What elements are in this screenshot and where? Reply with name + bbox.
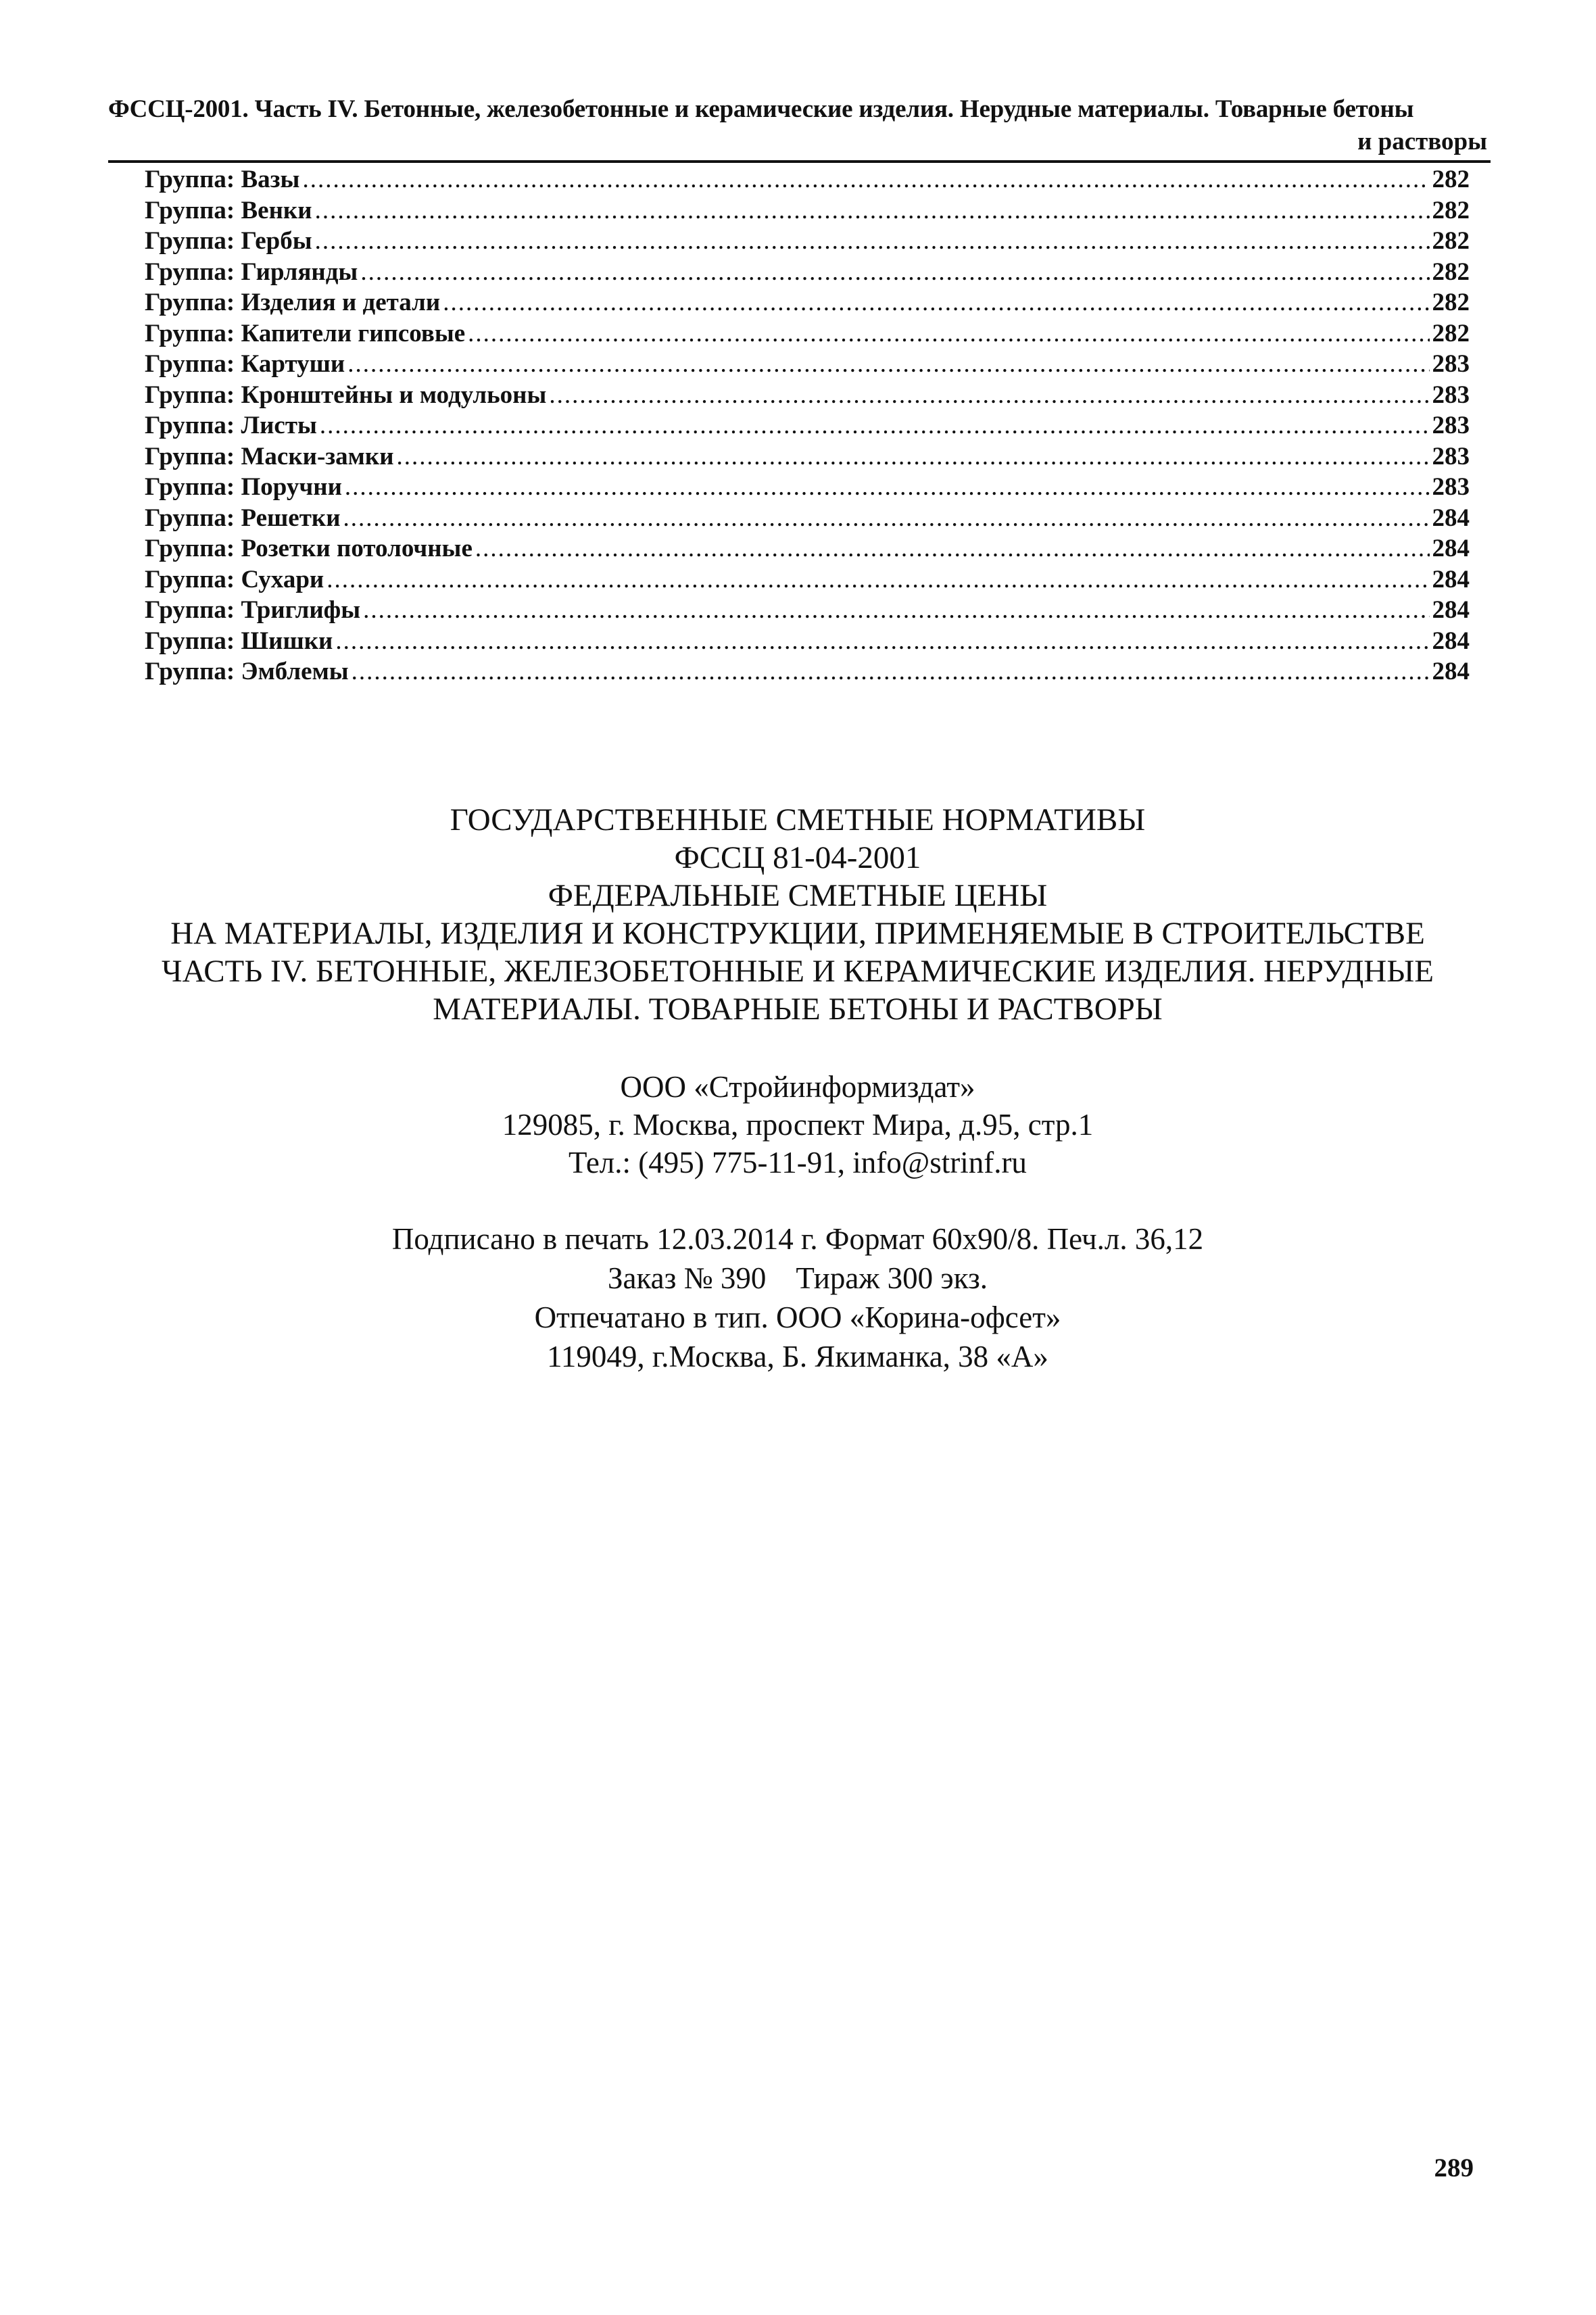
toc-entry: [145, 533, 1470, 564]
header-divider: [108, 160, 1491, 163]
toc-leader-dots: [352, 656, 1430, 687]
toc-entry-label: Группа: Маски-замки: [145, 442, 394, 470]
toc-entry: [145, 380, 1470, 411]
toc-entry-label: Группа: Капители гипсовые: [145, 319, 466, 347]
title-line-6: МАТЕРИАЛЫ. ТОВАРНЫЕ БЕТОНЫ И РАСТВОРЫ: [433, 992, 1163, 1027]
toc-entry: [145, 472, 1470, 503]
toc-entry-page: 284: [1432, 504, 1470, 532]
toc-entry-label: Группа: Решетки: [145, 504, 341, 532]
toc-leader-dots: [549, 380, 1429, 411]
toc-leader-dots: [475, 533, 1430, 564]
publisher-contacts: Тел.: (495) 775-11-91, info@strinf.ru: [569, 1146, 1027, 1179]
toc-entry-page: 283: [1432, 381, 1470, 409]
toc-entry-label: Группа: Венки: [145, 196, 312, 224]
publisher-info: [108, 1068, 1487, 1181]
toc-entry-page: 283: [1432, 350, 1470, 378]
toc-entry-page: 282: [1432, 258, 1470, 286]
toc-leader-dots: [397, 441, 1430, 472]
running-header: [108, 93, 1487, 158]
title-line-4: НА МАТЕРИАЛЫ, ИЗДЕЛИЯ И КОНСТРУКЦИИ, ПРИМЕНЯЕМЫЕ В СТРОИТЕЛЬСТВЕ: [170, 916, 1425, 951]
toc-leader-dots: [327, 564, 1429, 595]
publisher-address: 129085, г. Москва, проспект Мира, д.95, стр.1: [502, 1108, 1094, 1142]
toc-entry: [145, 318, 1470, 349]
toc-entry: [145, 349, 1470, 380]
toc-entry-page: 282: [1432, 196, 1470, 224]
toc-entry-label: Группа: Гербы: [145, 227, 312, 255]
toc-entry-page: 282: [1432, 319, 1470, 347]
toc-leader-dots: [360, 257, 1429, 288]
toc-leader-dots: [315, 226, 1430, 257]
toc-entry-label: Группа: Сухари: [145, 565, 324, 593]
toc-entry: [145, 656, 1470, 687]
toc-leader-dots: [363, 595, 1429, 626]
toc-entry-label: Группа: Триглифы: [145, 596, 361, 624]
toc-entry: [145, 441, 1470, 472]
imprint-order: Заказ № 390: [607, 1261, 767, 1295]
toc-leader-dots: [302, 164, 1429, 195]
imprint-circulation: Тираж 300 экз.: [796, 1261, 988, 1295]
toc-entry: [145, 257, 1470, 288]
toc-leader-dots: [345, 472, 1430, 503]
imprint-printer-address: 119049, г.Москва, Б. Якиманка, 38 «А»: [547, 1340, 1048, 1373]
toc-entry: [145, 195, 1470, 226]
toc-entry: [145, 164, 1470, 195]
toc-entry-page: 283: [1432, 442, 1470, 470]
toc-entry-page: 282: [1432, 166, 1470, 193]
toc-entry: [145, 287, 1470, 318]
toc-entry-label: Группа: Листы: [145, 412, 317, 439]
toc-leader-dots: [347, 349, 1429, 380]
title-line-2: ФССЦ 81-04-2001: [674, 840, 921, 875]
toc-entry-page: 284: [1432, 627, 1470, 655]
imprint-order-line: [108, 1259, 1487, 1298]
toc-leader-dots: [315, 195, 1430, 226]
toc-entry-page: 283: [1432, 412, 1470, 439]
title-line-5: ЧАСТЬ IV. БЕТОННЫЕ, ЖЕЛЕЗОБЕТОННЫЕ И КЕРАМИЧЕСКИЕ ИЗДЕЛИЯ. НЕРУДНЫЕ: [162, 954, 1434, 989]
toc-entry-label: Группа: Картуши: [145, 350, 345, 378]
document-title: [108, 801, 1487, 1028]
toc-entry: [145, 410, 1470, 441]
toc-entry: [145, 626, 1470, 657]
toc-entry-page: 284: [1432, 596, 1470, 624]
toc-entry: [145, 595, 1470, 626]
toc-entry-label: Группа: Поручни: [145, 473, 342, 501]
toc-entry: [145, 503, 1470, 534]
toc-entry-label: Группа: Кронштейны и модульоны: [145, 381, 547, 409]
toc-entry-page: 283: [1432, 473, 1470, 501]
running-header-line-1: ФССЦ-2001. Часть IV. Бетонные, железобетонные и керамические изделия. Нерудные материалы. Товарные бетоны: [108, 95, 1414, 123]
toc-entry-label: Группа: Шишки: [145, 627, 333, 655]
toc-entry-page: 284: [1432, 565, 1470, 593]
imprint-info: [108, 1219, 1487, 1376]
toc-entry-page: 282: [1432, 227, 1470, 255]
page-number: 289: [1434, 2153, 1474, 2183]
toc-leader-dots: [468, 318, 1429, 349]
toc-entry-label: Группа: Эмблемы: [145, 658, 349, 685]
table-of-contents: [145, 164, 1470, 687]
publisher-name: ООО «Стройинформиздат»: [620, 1070, 975, 1104]
toc-leader-dots: [443, 287, 1429, 318]
toc-entry-label: Группа: Вазы: [145, 166, 300, 193]
toc-entry-page: 284: [1432, 535, 1470, 562]
toc-leader-dots: [343, 503, 1430, 534]
toc-entry-label: Группа: Гирлянды: [145, 258, 358, 286]
toc-leader-dots: [320, 410, 1430, 441]
running-header-line-2: и растворы: [1357, 128, 1487, 155]
toc-entry: [145, 564, 1470, 595]
title-line-3: ФЕДЕРАЛЬНЫЕ СМЕТНЫЕ ЦЕНЫ: [548, 878, 1048, 913]
toc-entry-page: 282: [1432, 289, 1470, 316]
title-line-1: ГОСУДАРСТВЕННЫЕ СМЕТНЫЕ НОРМАТИВЫ: [450, 802, 1146, 837]
imprint-signed: Подписано в печать 12.03.2014 г. Формат 60х90/8. Печ.л. 36,12: [391, 1222, 1204, 1256]
toc-entry-label: Группа: Розетки потолочные: [145, 535, 473, 562]
toc-leader-dots: [335, 626, 1429, 657]
toc-entry: [145, 226, 1470, 257]
toc-entry-label: Группа: Изделия и детали: [145, 289, 441, 316]
imprint-printed-at: Отпечатано в тип. ООО «Корина-офсет»: [534, 1300, 1061, 1334]
toc-entry-page: 284: [1432, 658, 1470, 685]
